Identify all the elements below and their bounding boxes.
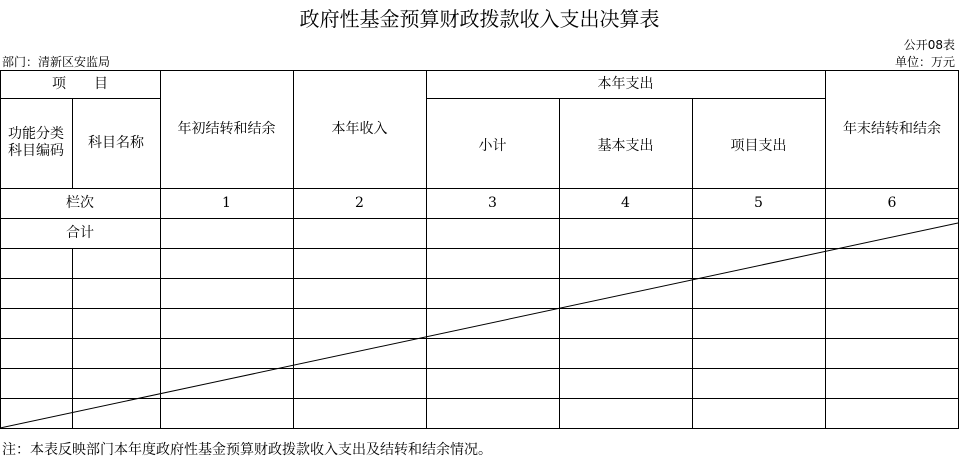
- total-row-label: 合计: [66, 224, 94, 241]
- header-subtotal: 小计: [478, 137, 507, 154]
- column-number-3: 3: [488, 194, 497, 211]
- decision-table: [0, 70, 959, 429]
- column-number-label: 栏次: [66, 194, 94, 211]
- column-number-6: 6: [887, 194, 897, 211]
- diagonal-strike-line: [0, 70, 959, 429]
- form-number: 公开08表: [903, 38, 955, 52]
- header-func-code: 功能分类 科目编码: [8, 126, 64, 159]
- header-end-balance: 年末结转和结余: [843, 120, 941, 137]
- header-project: 项目支出: [730, 137, 787, 154]
- header-expenditure-group: 本年支出: [597, 75, 654, 92]
- footnote: 注：本表反映部门本年度政府性基金预算财政拨款收入支出及结转和结余情况。: [2, 442, 492, 458]
- header-begin-balance: 年初结转和结余: [177, 120, 276, 137]
- page-title: 政府性基金预算财政拨款收入支出决算表: [299, 7, 660, 31]
- unit-label: 单位：万元: [894, 55, 955, 69]
- column-number-1: 1: [222, 194, 231, 211]
- column-number-2: 2: [355, 194, 364, 211]
- header-item: 项 目: [52, 75, 108, 92]
- header-subject-name: 科目名称: [88, 134, 144, 151]
- header-income: 本年收入: [331, 120, 388, 137]
- header-basic: 基本支出: [597, 137, 654, 154]
- column-number-4: 4: [621, 194, 630, 211]
- department-label: 部门：清新区安监局: [2, 55, 111, 69]
- column-number-5: 5: [754, 194, 763, 211]
